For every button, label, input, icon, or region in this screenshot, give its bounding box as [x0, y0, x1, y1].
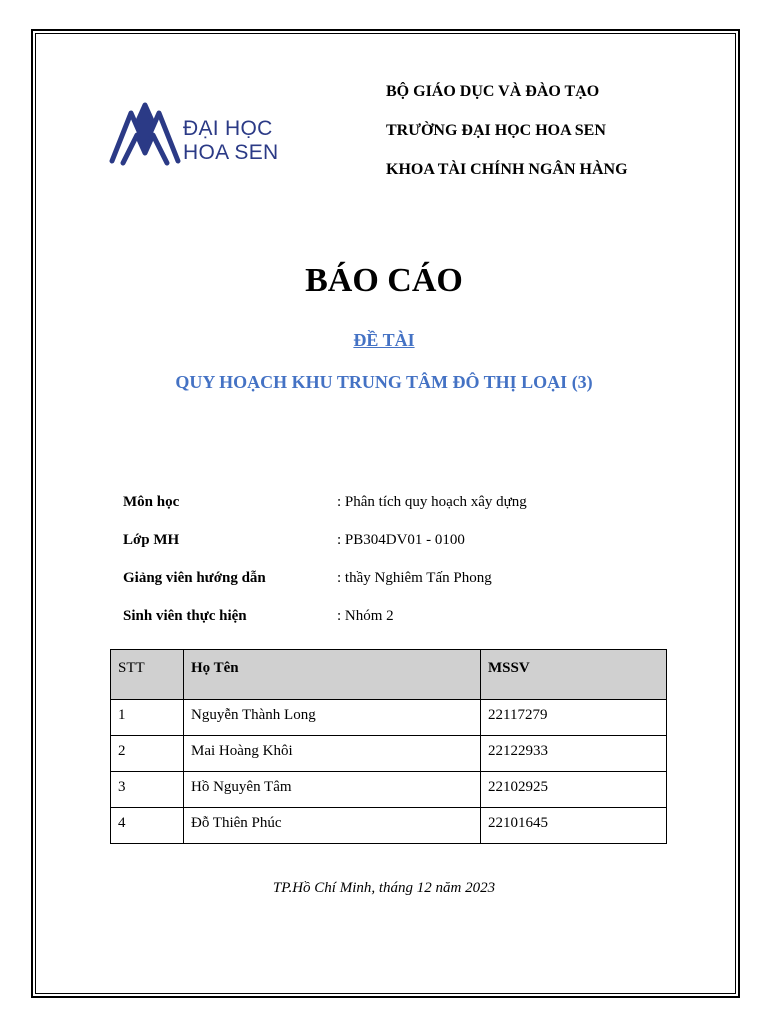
table-row: [111, 700, 667, 736]
header-name: Họ Tên: [184, 650, 481, 700]
table-row: [111, 808, 667, 844]
header-mssv: MSSV: [481, 650, 667, 700]
cell-stt: 3: [111, 772, 184, 808]
ministry-heading: BỘ GIÁO DỤC VÀ ĐÀO TẠO: [386, 83, 600, 100]
info-value-class: : PB304DV01 - 0100: [337, 532, 465, 548]
table-header-row: [111, 650, 667, 700]
header-stt: STT: [111, 650, 184, 700]
info-label-students: Sinh viên thực hiện: [123, 608, 247, 624]
info-label-instructor: Giảng viên hướng dẫn: [123, 570, 266, 586]
table-row: [111, 772, 667, 808]
info-value-instructor: : thầy Nghiêm Tấn Phong: [337, 570, 492, 586]
cell-mssv: 22101645: [481, 808, 667, 844]
logo-line-1: ĐẠI HỌC: [183, 117, 273, 140]
topic-title: QUY HOẠCH KHU TRUNG TÂM ĐÔ THỊ LOẠI (3): [175, 372, 593, 392]
university-heading: TRƯỜNG ĐẠI HỌC HOA SEN: [386, 122, 606, 139]
cell-name: Đỗ Thiên Phúc: [184, 808, 481, 844]
cell-mssv: 22122933: [481, 736, 667, 772]
info-label-class: Lớp MH: [123, 532, 180, 548]
cell-stt: 2: [111, 736, 184, 772]
cell-name: Hồ Nguyên Tâm: [184, 772, 481, 808]
cell-mssv: 22117279: [481, 700, 667, 736]
place-date: TP.Hồ Chí Minh, tháng 12 năm 2023: [272, 880, 496, 896]
report-title: BÁO CÁO: [305, 262, 463, 299]
cell-name: Nguyễn Thành Long: [184, 700, 481, 736]
cell-name: Mai Hoàng Khôi: [184, 736, 481, 772]
logo-wordmark: [183, 117, 278, 165]
info-value-subject: : Phân tích quy hoạch xây dựng: [337, 494, 527, 510]
faculty-heading: KHOA TÀI CHÍNH NGÂN HÀNG: [386, 161, 628, 178]
info-value-students: : Nhóm 2: [337, 608, 394, 624]
cell-mssv: 22102925: [481, 772, 667, 808]
members-table: [110, 649, 667, 844]
table-row: [111, 736, 667, 772]
info-label-subject: Môn học: [123, 494, 180, 510]
logo-line-2: HOA SEN: [183, 141, 279, 164]
cell-stt: 4: [111, 808, 184, 844]
cell-stt: 1: [111, 700, 184, 736]
topic-label: ĐỀ TÀI: [353, 330, 415, 350]
